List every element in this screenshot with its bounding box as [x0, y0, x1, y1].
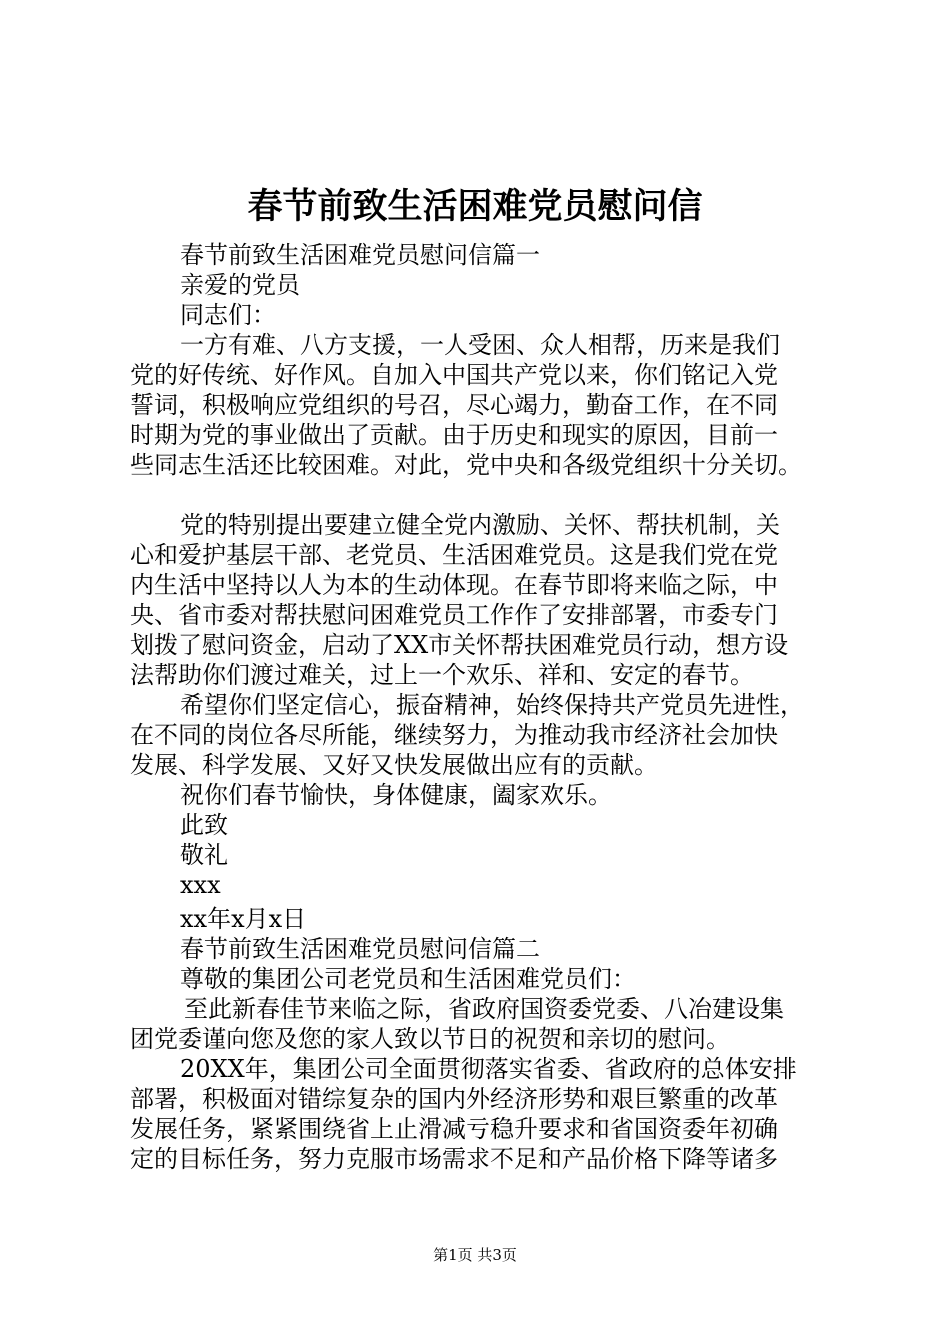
paragraph-line: 内生活中坚持以人为本的生动体现。在春节即将来临之际，中 [130, 571, 778, 599]
section-heading-1: 春节前致生活困难党员慰问信篇一 [180, 241, 540, 269]
salutation-line: 同志们： [180, 301, 276, 329]
salutation-line: 亲爱的党员 [180, 271, 300, 299]
paragraph-line: 在不同的岗位各尽所能，继续努力，为推动我市经济社会加快 [130, 721, 778, 749]
paragraph-line: 誓词，积极响应党组织的号召，尽心竭力，勤奋工作，在不同 [130, 391, 778, 419]
document-title: 春节前致生活困难党员慰问信 [247, 186, 703, 227]
paragraph-line: 定的目标任务，努力克服市场需求不足和产品价格下降等诸多 [130, 1145, 778, 1173]
paragraph-line: 20XX年，集团公司全面贯彻落实省委、省政府的总体安排 [180, 1055, 797, 1083]
document-body [130, 240, 840, 1174]
paragraph-line: 一方有难、八方支援，一人受困、众人相帮，历来是我们 [180, 331, 780, 359]
blank-line [130, 480, 840, 510]
closing-line: 此致 [180, 811, 228, 839]
paragraph-line: 发展、科学发展、又好又快发展做出应有的贡献。 [130, 751, 658, 779]
section-heading-2: 春节前致生活困难党员慰问信篇二 [180, 935, 540, 963]
paragraph-line: 至此新春佳节来临之际，省政府国资委党委、八冶建设集 [184, 995, 784, 1023]
paragraph-line: 些同志生活还比较困难。对此，党中央和各级党组织十分关切。 [130, 451, 802, 479]
paragraph-line: 部署，积极面对错综复杂的国内外经济形势和艰巨繁重的改革 [130, 1085, 778, 1113]
paragraph-line: 时期为党的事业做出了贡献。由于历史和现实的原因，目前一 [130, 421, 778, 449]
paragraph-line: 法帮助你们渡过难关，过上一个欢乐、祥和、安定的春节。 [130, 661, 754, 689]
closing-line: 敬礼 [180, 841, 228, 869]
paragraph-line: 团党委谨向您及您的家人致以节日的祝贺和亲切的慰问。 [130, 1025, 730, 1053]
paragraph-line: 党的特别提出要建立健全党内激励、关怀、帮扶机制，关 [180, 511, 780, 539]
paragraph-line: 心和爱护基层干部、老党员、生活困难党员。这是我们党在党 [130, 541, 778, 569]
paragraph-line: 党的好传统、好作风。自加入中国共产党以来，你们铭记入党 [130, 361, 778, 389]
signature-line: xxx [180, 871, 221, 899]
date-line: xx年x月x日 [180, 905, 307, 933]
paragraph-line: 划拨了慰问资金，启动了XX市关怀帮扶困难党员行动，想方设 [130, 631, 789, 659]
salutation-line: 尊敬的集团公司老党员和生活困难党员们： [180, 965, 636, 993]
paragraph-line: 央、省市委对帮扶慰问困难党员工作作了安排部署，市委专门 [130, 601, 778, 629]
paragraph-line: 发展任务，紧紧围绕省上止滑减亏稳升要求和省国资委年初确 [130, 1115, 778, 1143]
page-number: 第1页 共3页 [433, 1246, 517, 1264]
paragraph-line: 希望你们坚定信心，振奋精神，始终保持共产党员先进性， [180, 691, 804, 719]
paragraph-line: 祝你们春节愉快，身体健康，阖家欢乐。 [180, 781, 612, 809]
